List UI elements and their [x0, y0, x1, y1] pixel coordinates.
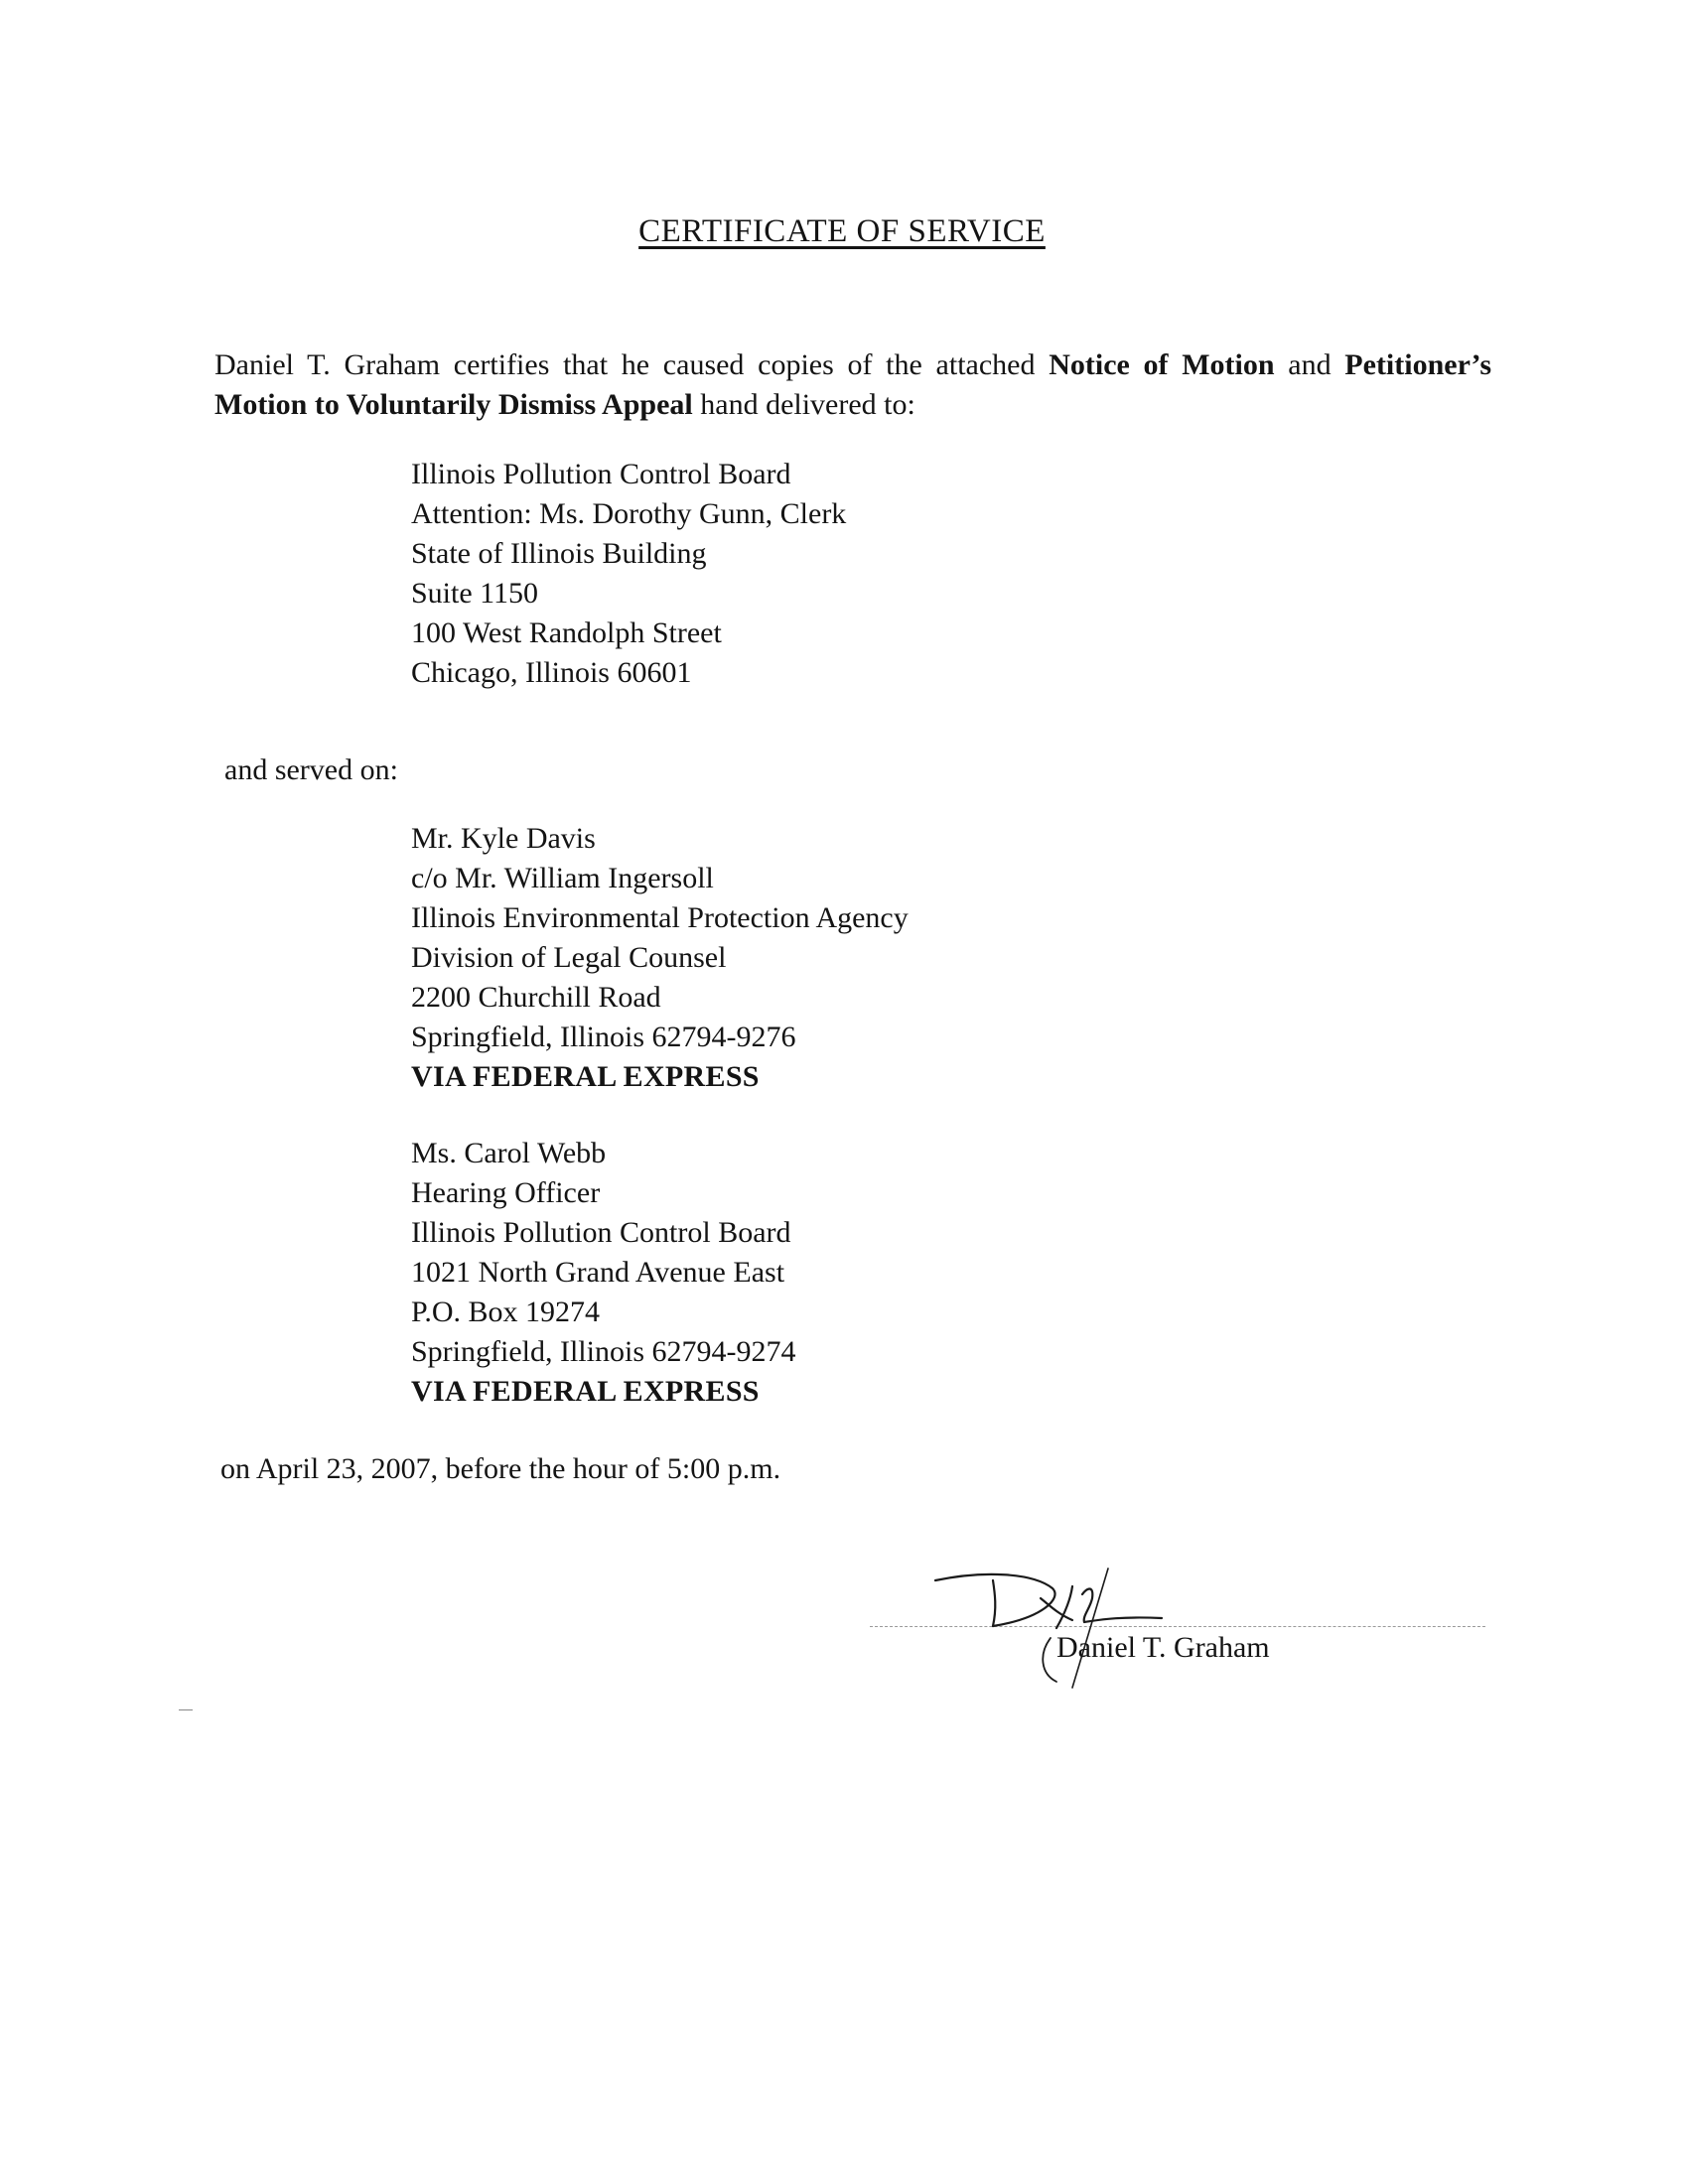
signatory-name: Daniel T. Graham	[1056, 1631, 1270, 1664]
delivery-method: VIA FEDERAL EXPRESS	[411, 1375, 760, 1408]
served-on-label: and served on:	[224, 753, 398, 786]
address-line: Springfield, Illinois 62794-9274	[411, 1335, 796, 1368]
address-line: c/o Mr. William Ingersoll	[411, 862, 714, 894]
intro-bold-notice: Notice of Motion	[1049, 348, 1275, 381]
address-line: 100 West Randolph Street	[411, 616, 722, 649]
scan-mark	[179, 1709, 193, 1710]
address-block-board-clerk	[411, 455, 846, 693]
address-line: Mr. Kyle Davis	[411, 822, 596, 855]
address-block-epa	[411, 819, 909, 1097]
delivery-method: VIA FEDERAL EXPRESS	[411, 1060, 760, 1093]
address-line: Ms. Carol Webb	[411, 1137, 607, 1169]
document-title: CERTIFICATE OF SERVICE	[638, 213, 1046, 249]
intro-text-3: hand delivered to:	[692, 388, 915, 421]
service-date-statement: on April 23, 2007, before the hour of 5:00 p.m.	[220, 1452, 781, 1485]
address-line: Suite 1150	[411, 577, 539, 610]
address-line: Illinois Pollution Control Board	[411, 1216, 791, 1249]
address-line: Chicago, Illinois 60601	[411, 656, 692, 689]
intro-text-2: and	[1274, 348, 1345, 381]
address-line: Illinois Pollution Control Board	[411, 458, 791, 490]
intro-text-1: Daniel T. Graham certifies that he caused copies of the attached	[214, 348, 1050, 381]
certification-statement	[214, 345, 1491, 425]
address-line: Division of Legal Counsel	[411, 941, 727, 974]
address-block-hearing-officer	[411, 1134, 795, 1412]
address-line: Hearing Officer	[411, 1176, 601, 1209]
address-line: Illinois Environmental Protection Agency	[411, 901, 909, 934]
intro-bold-motion: Petitioner’s Motion to Voluntarily Dismiss Appeal	[214, 348, 1491, 421]
address-line: State of Illinois Building	[411, 537, 707, 570]
address-line: 1021 North Grand Avenue East	[411, 1256, 785, 1289]
address-line: 2200 Churchill Road	[411, 981, 661, 1014]
address-line: Attention: Ms. Dorothy Gunn, Clerk	[411, 497, 847, 530]
address-line: P.O. Box 19274	[411, 1296, 601, 1328]
address-line: Springfield, Illinois 62794-9276	[411, 1021, 796, 1053]
